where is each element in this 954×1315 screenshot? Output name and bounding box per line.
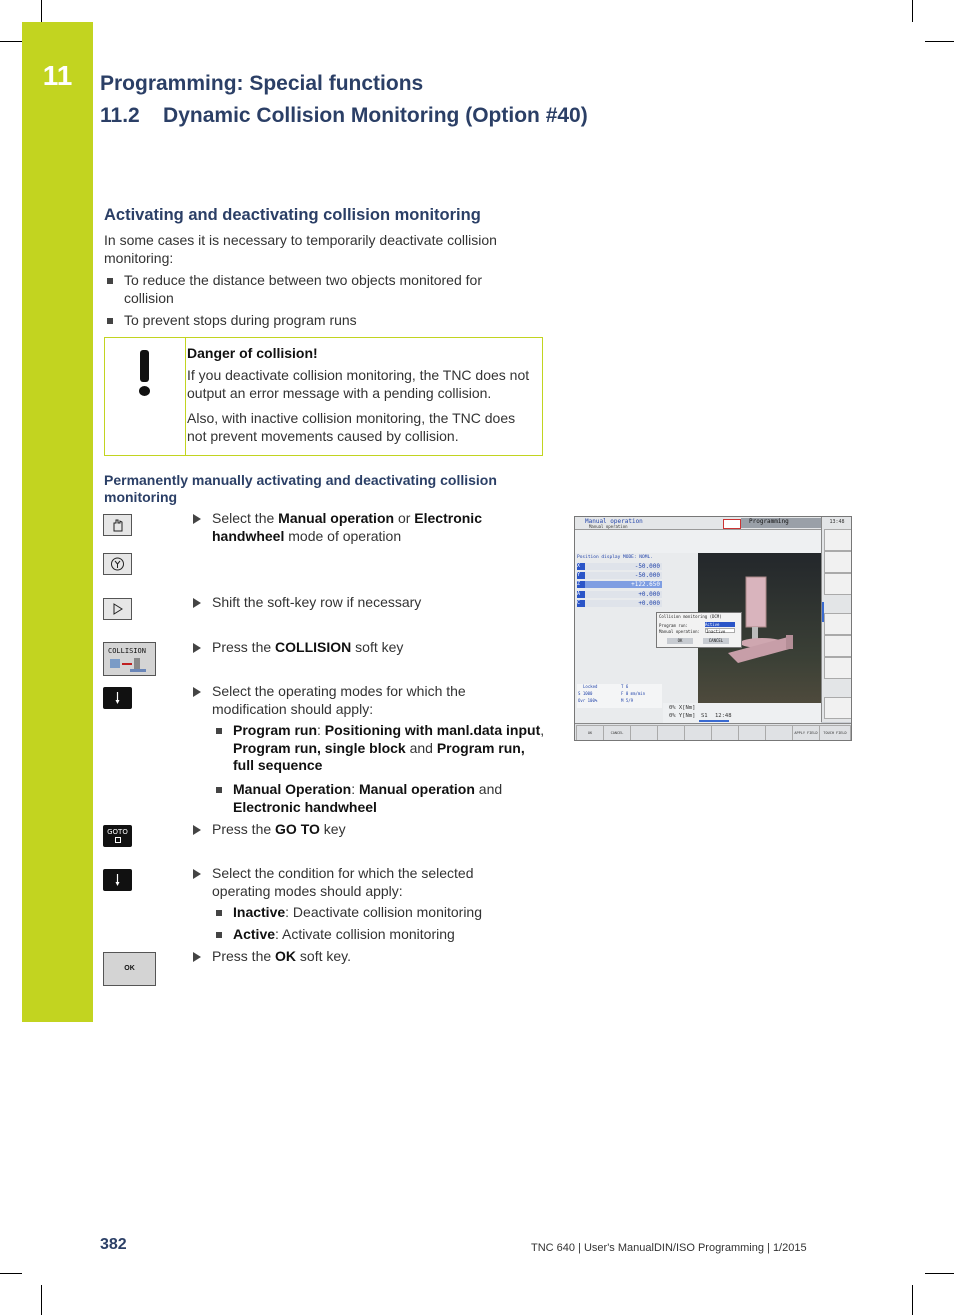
danger-icon-column (105, 338, 186, 455)
step-arrow-icon (193, 687, 201, 697)
screen-softkey[interactable] (824, 613, 852, 635)
info-text: M 5/9 (621, 698, 634, 703)
dialog-ok-button[interactable]: OK (667, 638, 693, 644)
axis-label: X (577, 563, 585, 570)
step-arrow-icon (193, 514, 201, 524)
screen-header-fill (575, 530, 821, 553)
axis-value: +0.000 (638, 591, 660, 598)
sub-bullet-program-run: Program run: Positioning with manl.data input, Program run, single block and Program run, full sequence (233, 722, 545, 773)
arrow-down-key[interactable] (103, 869, 132, 891)
axis-row (577, 572, 662, 579)
collision-dialog (656, 612, 742, 648)
screen-scroll-indicator (822, 602, 824, 622)
step-arrow-icon (193, 952, 201, 962)
intro-paragraph: In some cases it is necessary to temporarily deactivate collision monitoring: (104, 232, 497, 266)
exclamation-icon (140, 350, 149, 382)
screen-clock: 13:48 (829, 519, 845, 525)
chapter-number: 11 (42, 60, 73, 91)
screen-softkey[interactable]: TOUCH FIELD (819, 725, 851, 741)
axis-value: -50.000 (634, 572, 660, 579)
bullet-icon (216, 910, 222, 916)
axis-row (577, 563, 662, 570)
bullet-2: To prevent stops during program runs (124, 312, 357, 328)
goto-square-icon (115, 837, 121, 843)
axis-value: +122.650 (631, 581, 660, 588)
status-spindle: S1 (701, 713, 708, 719)
step-arrow-icon (193, 643, 201, 653)
screen-header (575, 517, 821, 530)
dialog-cancel-button[interactable]: CANCEL (703, 638, 729, 644)
info-text: S 1000 (578, 691, 593, 696)
status-line-2: 0% Y[Nm] (669, 713, 696, 719)
screen-bottom-softkeys (575, 723, 851, 741)
chapter-title: Programming: Special functions (100, 72, 424, 95)
softkey-row-shift-key[interactable] (103, 598, 132, 620)
axis-label: A (577, 591, 585, 598)
axis-value: -50.000 (634, 563, 660, 570)
screen-softkey[interactable] (824, 635, 852, 657)
collision-softkey-label: COLLISION (108, 647, 146, 655)
screen-softkey[interactable] (824, 551, 852, 573)
ok-softkey[interactable] (103, 952, 156, 986)
step-arrow-icon (193, 825, 201, 835)
step-select-modes: Select the operating modes for which the modification should apply: (212, 683, 466, 717)
danger-title: Danger of collision! (187, 345, 318, 361)
axis-value: +0.000 (638, 600, 660, 607)
sub-bullet-manual-operation: Manual Operation: Manual operation and Electronic handwheel (233, 781, 503, 815)
arrow-right-icon (104, 599, 131, 619)
bullet-1: To reduce the distance between two objects monitored for collision (124, 272, 482, 306)
screen-softkey[interactable] (657, 725, 685, 741)
screen-softkey[interactable] (684, 725, 712, 741)
axis-row (577, 600, 662, 607)
screen-right-softkeys (821, 517, 852, 722)
step-press-goto: Press the GO TO key (212, 821, 346, 837)
status-time: 12:48 (715, 713, 732, 719)
step-shift-softkey: Shift the soft-key row if necessary (212, 594, 422, 610)
step-select-mode: Select the Manual operation or Electronic handwheel mode of operation (212, 510, 482, 544)
info-text: Ovr 100% (578, 698, 598, 703)
crop-mark (0, 41, 22, 42)
manual-operation-key[interactable] (103, 514, 132, 536)
danger-paragraph-2: Also, with inactive collision monitoring, the TNC does not prevent movements caused by collision. (187, 410, 516, 444)
screen-softkey[interactable] (824, 573, 852, 595)
ok-softkey-label: OK (124, 965, 135, 972)
axis-label: C (577, 600, 585, 607)
bullet-icon (216, 728, 222, 734)
dnc-icon (723, 519, 741, 529)
screen-softkey[interactable] (824, 697, 852, 719)
section-title: 11.2 Dynamic Collision Monitoring (Option #40) (100, 104, 588, 127)
electronic-handwheel-key[interactable] (103, 553, 132, 575)
step-arrow-icon (193, 869, 201, 879)
crop-mark (925, 1273, 954, 1274)
screen-mode: Manual operation (585, 518, 643, 525)
dialog-label: Manual operation: (659, 629, 700, 634)
crop-mark (41, 1285, 42, 1315)
screen-softkey[interactable] (738, 725, 766, 741)
axis-label: Y (577, 572, 585, 579)
danger-paragraph-1: If you deactivate collision monitoring, the TNC does not output an error message with a pending collision. (187, 367, 530, 401)
dialog-label: Program run: (659, 623, 688, 628)
footer-document: TNC 640 | User's ManualDIN/ISO Programming | 1/2015 (531, 1242, 807, 1254)
goto-key-label: GOTO (107, 828, 128, 836)
position-label: Position display MODE: NOML. (577, 555, 653, 560)
screen-softkey[interactable] (824, 529, 852, 551)
crop-mark (925, 41, 954, 42)
sub-bullet-active: Active: Activate collision monitoring (233, 926, 455, 942)
bullet-icon (107, 318, 113, 324)
screen-softkey[interactable] (765, 725, 793, 741)
info-text: Locked (583, 684, 598, 689)
dialog-select[interactable]: Active (705, 622, 735, 627)
step-arrow-icon (193, 598, 201, 608)
axis-label: Z (577, 581, 585, 588)
screen-softkey[interactable]: CANCEL (603, 725, 631, 741)
hand-icon (104, 515, 131, 535)
crop-mark (912, 1285, 913, 1315)
arrow-down-icon (103, 869, 132, 891)
screen-softkey[interactable] (824, 657, 852, 679)
crop-mark (912, 0, 913, 22)
step-press-collision: Press the COLLISION soft key (212, 639, 404, 655)
subheading: Permanently manually activating and deactivating collision monitoring (104, 472, 497, 505)
screen-softkey[interactable] (711, 725, 739, 741)
axis-row (577, 591, 662, 598)
info-text: T 6 (621, 684, 629, 689)
chapter-band (22, 22, 93, 1022)
crop-mark (0, 1273, 22, 1274)
page-number: 382 (100, 1236, 127, 1253)
screen-softkey[interactable]: OK (576, 725, 604, 741)
status-bar (663, 703, 821, 723)
arrow-down-key[interactable] (103, 687, 132, 709)
handwheel-icon (104, 554, 131, 574)
bullet-icon (107, 278, 113, 284)
dialog-select[interactable]: Inactive (705, 628, 735, 633)
status-info (577, 684, 662, 708)
collision-icon (104, 655, 155, 675)
bullet-icon (216, 787, 222, 793)
screen-sub-mode: Manual operation (589, 524, 628, 529)
tnc-screenshot (574, 516, 852, 741)
collision-softkey[interactable] (103, 642, 156, 676)
section-heading: Activating and deactivating collision monitoring (104, 206, 481, 224)
arrow-down-icon (103, 687, 132, 709)
axis-row-highlight (577, 581, 662, 588)
goto-key[interactable] (103, 825, 132, 847)
exclamation-dot-icon (139, 386, 150, 396)
status-line-1: 0% X[Nm] (669, 705, 696, 711)
step-press-ok: Press the OK soft key. (212, 948, 352, 964)
screen-programming-tab: Programming (741, 518, 821, 528)
screen-softkey[interactable]: APPLY FIELD (792, 725, 820, 741)
info-text: F 0 mm/min (621, 691, 646, 696)
crop-mark (41, 0, 42, 22)
step-select-condition: Select the condition for which the selected operating modes should apply: (212, 865, 474, 899)
status-progress (699, 720, 729, 722)
sub-bullet-inactive: Inactive: Deactivate collision monitoring (233, 904, 483, 920)
bullet-icon (216, 932, 222, 938)
screen-softkey[interactable] (630, 725, 658, 741)
dialog-title: Collision monitoring (DCM) (659, 614, 722, 619)
